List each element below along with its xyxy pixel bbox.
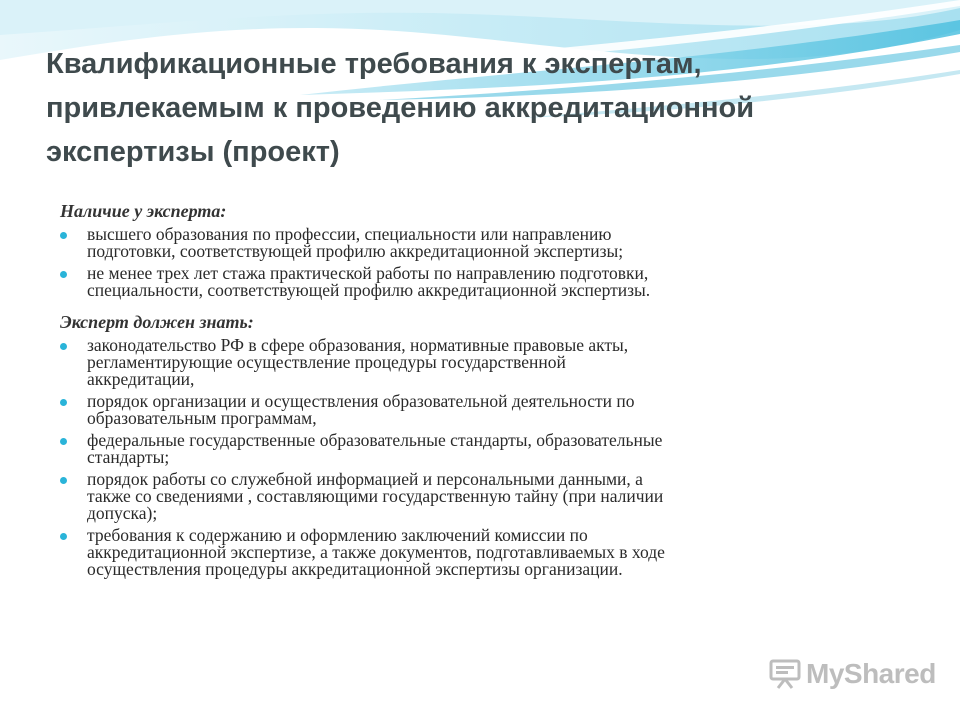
list-item-text: порядок работы со служебной информацией и персональными данными, а xyxy=(87,469,643,489)
slide-body xyxy=(60,200,920,583)
list-item xyxy=(60,393,920,427)
section-heading-expert-must-know: Эксперт должен знать: xyxy=(60,312,254,332)
list-item-text: законодательство РФ в сфере образования, нормативные правовые акты, xyxy=(87,335,629,355)
list-item-text: порядок организации и осуществления образовательной деятельности по xyxy=(87,391,635,411)
list-item xyxy=(60,226,920,260)
list-item-text: высшего образования по профессии, специальности или направлению xyxy=(87,224,612,244)
section-heading-expert-has: Наличие у эксперта: xyxy=(60,201,227,221)
title-line: привлекаемым к проведению аккредитационной xyxy=(46,92,755,124)
list-item-text: аккредитационной экспертизе, а также документов, подготавливаемых в ходе xyxy=(87,542,665,562)
list-item-text: федеральные государственные образовательные стандарты, образовательные xyxy=(87,430,663,450)
bullet-icon xyxy=(60,343,67,350)
bullet-icon xyxy=(60,438,67,445)
list-item-text: не менее трех лет стажа практической работы по направлению подготовки, xyxy=(87,263,649,283)
list-item xyxy=(60,265,920,299)
slide-title xyxy=(46,42,906,174)
bullet-icon xyxy=(60,533,67,540)
title-line: экспертизы (проект) xyxy=(46,136,340,168)
list-item-text: подготовки, соответствующей профилю аккредитационной экспертизы; xyxy=(87,241,624,261)
list-item xyxy=(60,527,920,578)
list-item xyxy=(60,337,920,388)
watermark-text: MyShared xyxy=(806,658,936,689)
bullet-icon xyxy=(60,399,67,406)
bullet-icon xyxy=(60,232,67,239)
bullet-icon xyxy=(60,271,67,278)
title-line: Квалификационные требования к экспертам, xyxy=(46,48,702,80)
watermark[interactable] xyxy=(768,656,936,692)
list-item-text: стандарты; xyxy=(87,447,170,467)
list-item-text: требования к содержанию и оформлению заключений комиссии по xyxy=(87,525,588,545)
list-item-text: образовательным программам, xyxy=(87,408,317,428)
presentation-board-icon xyxy=(768,658,802,690)
list-item-text: осуществления процедуры аккредитационной экспертизы организации. xyxy=(87,559,623,579)
list-item xyxy=(60,471,920,522)
list-item-text: аккредитации, xyxy=(87,369,195,389)
bullet-icon xyxy=(60,477,67,484)
list-item-text: допуска); xyxy=(87,503,158,523)
list-item-text: также со сведениями , составляющими государственную тайну (при наличии xyxy=(87,486,664,506)
requirements-list xyxy=(60,226,920,299)
list-item-text: специальности, соответствующей профилю аккредитационной экспертизы. xyxy=(87,280,651,300)
list-item xyxy=(60,432,920,466)
knowledge-list xyxy=(60,337,920,578)
list-item-text: регламентирующие осуществление процедуры государственной xyxy=(87,352,566,372)
